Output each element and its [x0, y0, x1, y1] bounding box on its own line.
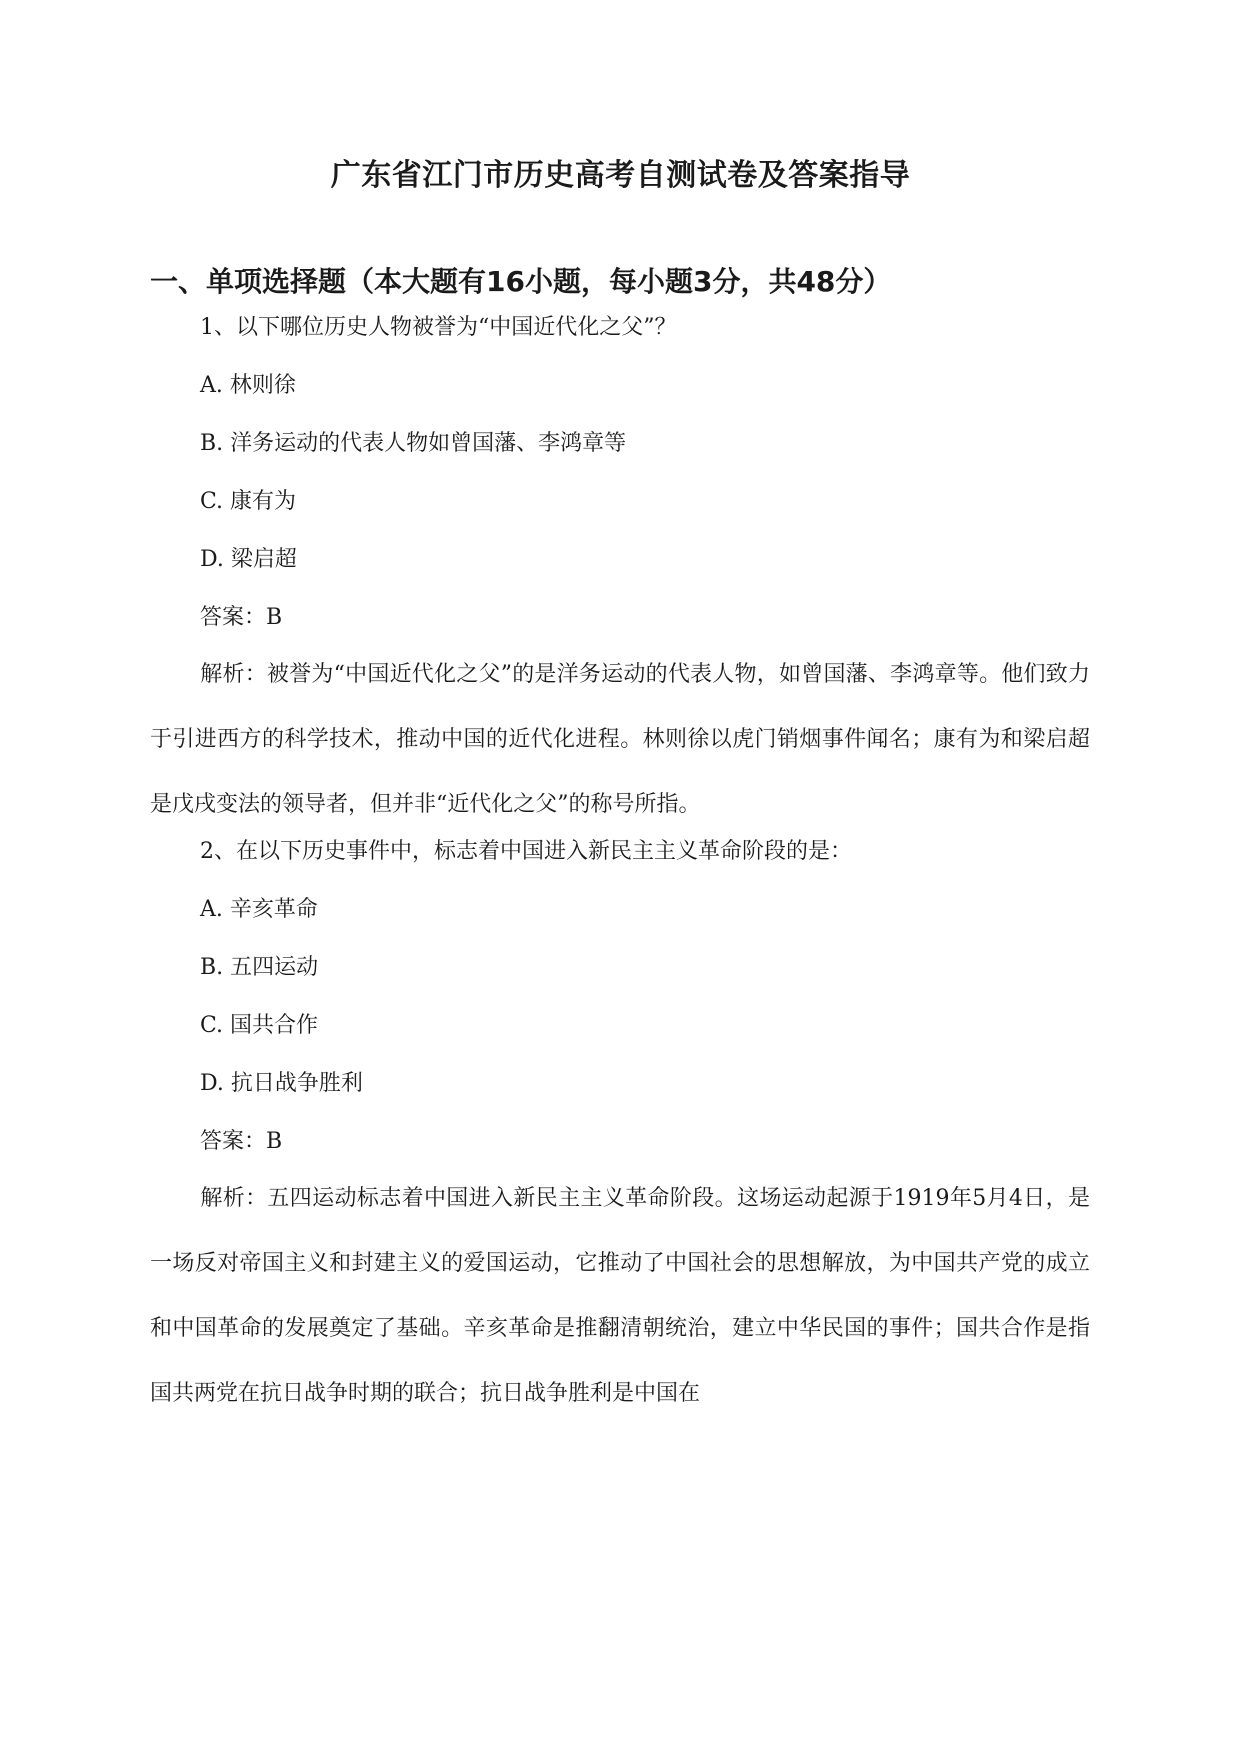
option-b: B. 五四运动	[200, 955, 319, 980]
analysis-paragraph	[150, 642, 1090, 837]
analysis-text: 解析：被誉为“中国近代化之父”的是洋务运动的代表人物，如曾国藩、李鸿章等。他们致力于引进西方的科学技术，推动中国的近代化进程。林则徐以虎门销烟事件闻名；康有为和梁启超是戊戌变法的领导者，但并非“近代化之父”的称号所指。	[150, 662, 1090, 817]
section-heading: 一、单项选择题（本大题有16小题，每小题3分，共48分）	[150, 265, 892, 298]
option-c: C. 康有为	[200, 489, 297, 514]
option-a: A. 林则徐	[200, 373, 296, 398]
option-d: D. 梁启超	[200, 547, 297, 572]
analysis-text: 解析：五四运动标志着中国进入新民主主义革命阶段。这场运动起源于1919年5月4日，是一场反对帝国主义和封建主义的爱国运动，它推动了中国社会的思想解放，为中国共产党的成立和中国革命的发展奠定了基础。辛亥革命是推翻清朝统治，建立中华民国的事件；国共合作是指国共两党在抗日战争时期的联合；抗日战争胜利是中国在	[150, 1186, 1090, 1406]
option-a: A. 辛亥革命	[200, 897, 318, 922]
question-stem: 2、在以下历史事件中，标志着中国进入新民主主义革命阶段的是：	[200, 839, 852, 864]
document-title: 广东省江门市历史高考自测试卷及答案指导	[330, 158, 911, 193]
option-c: C. 国共合作	[200, 1013, 319, 1038]
option-b: B. 洋务运动的代表人物如曾国藩、李鸿章等	[200, 431, 627, 456]
option-d: D. 抗日战争胜利	[200, 1071, 363, 1096]
answer-text: 答案：B	[200, 605, 283, 630]
analysis-paragraph	[150, 1166, 1090, 1426]
answer-text: 答案：B	[200, 1129, 283, 1154]
question-stem: 1、以下哪位历史人物被誉为“中国近代化之父”？	[200, 315, 677, 340]
